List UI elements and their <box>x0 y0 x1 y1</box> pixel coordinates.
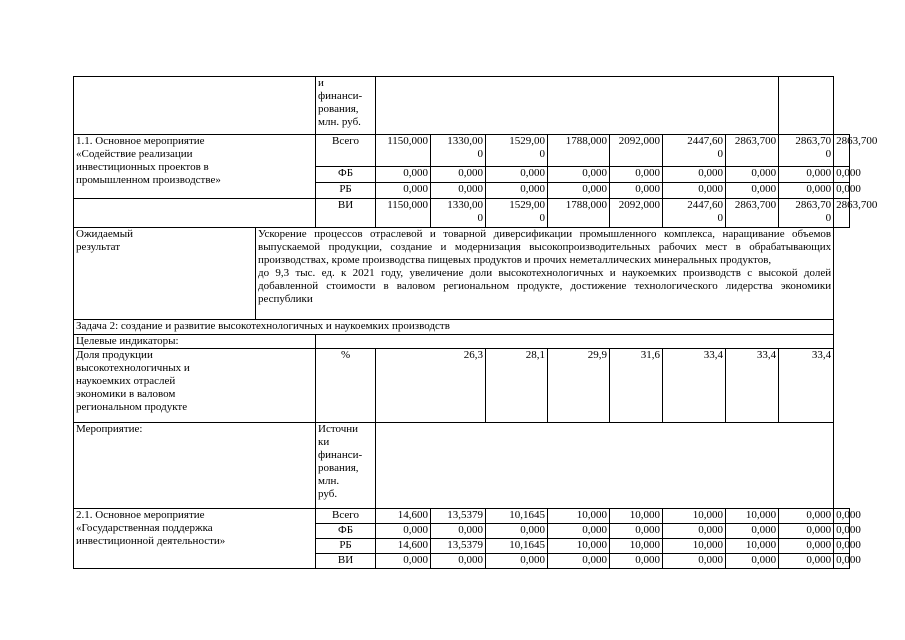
value-cell: 0,000 <box>486 167 548 183</box>
value-cell: 13,5379 <box>431 509 486 524</box>
value-cell: 0,000 <box>779 167 834 183</box>
source-label: ФБ <box>316 524 376 539</box>
value-cell: 0,000 <box>376 524 431 539</box>
value-cell: 0,000 <box>779 539 834 554</box>
indicator-row <box>74 349 850 423</box>
value-cell: 0,000 <box>779 524 834 539</box>
value-cell: 0,000 <box>548 167 610 183</box>
indicator-value: 28,1 <box>486 349 548 423</box>
source-label: ФБ <box>316 167 376 183</box>
indicator-unit: % <box>316 349 376 423</box>
expected-result-text <box>256 228 834 320</box>
value-cell: 10,000 <box>548 509 610 524</box>
value-cell: 0,000 <box>834 524 850 539</box>
value-cell: 0,000 <box>431 524 486 539</box>
value-cell: 0,000 <box>834 183 850 199</box>
source-label: ВИ <box>316 199 376 228</box>
value-cell: 0,000 <box>376 167 431 183</box>
task2-row <box>74 320 850 335</box>
value-cell: 0,000 <box>610 167 663 183</box>
value-cell: 0,000 <box>663 183 726 199</box>
value-cell: 0,000 <box>663 524 726 539</box>
value-cell: 0,000 <box>431 183 486 199</box>
value-cell: 10,000 <box>610 509 663 524</box>
value-cell: 10,000 <box>610 539 663 554</box>
value-cell: 0,000 <box>726 183 779 199</box>
value-cell: 0,000 <box>376 183 431 199</box>
value-cell: 2447,60 0 <box>663 135 726 167</box>
value-cell: 0,000 <box>610 524 663 539</box>
value-cell: 2863,700 <box>834 135 850 167</box>
indicator-value: 33,4 <box>779 349 834 423</box>
value-cell: 0,000 <box>486 183 548 199</box>
expected-result-paragraph-1: Ускорение процессов отраслевой и товарной диверсификации промышленного комплекса, наращивание объемов выпускаемой продукции, создание и модернизация высокопроизводительных рабочих мест в обрабатывающих производствах, кроме производства пищевых продуктов и прочих неметаллических минеральных продуктов, <box>258 228 832 266</box>
indicator-value: 33,4 <box>726 349 779 423</box>
value-cell: 0,000 <box>779 509 834 524</box>
value-cell: 0,000 <box>779 183 834 199</box>
expected-result-label: Ожидаемый результат <box>74 228 256 320</box>
value-cell: 0,000 <box>834 509 850 524</box>
value-cell: 14,600 <box>376 539 431 554</box>
value-cell: 2447,60 0 <box>663 199 726 228</box>
source-label: РБ <box>316 539 376 554</box>
value-cell: 1150,000 <box>376 199 431 228</box>
value-cell: 0,000 <box>779 554 834 569</box>
value-cell: 2863,70 0 <box>779 135 834 167</box>
value-cell: 0,000 <box>431 554 486 569</box>
value-cell: 0,000 <box>663 167 726 183</box>
value-cell: 14,600 <box>376 509 431 524</box>
value-cell: 0,000 <box>663 554 726 569</box>
value-cell: 10,1645 <box>486 509 548 524</box>
measure1-name-continuation <box>74 199 316 228</box>
value-cell: 0,000 <box>726 554 779 569</box>
value-cell: 0,000 <box>610 554 663 569</box>
value-cell: 10,000 <box>663 539 726 554</box>
value-cell: 1788,000 <box>548 199 610 228</box>
value-cell: 10,1645 <box>486 539 548 554</box>
value-cell: 2092,000 <box>610 199 663 228</box>
header-empty-last <box>779 77 834 135</box>
measure1-name: 1.1. Основное мероприятие «Содействие реализации инвестиционных проектов в промышленном производстве» <box>74 135 316 199</box>
value-cell: 0,000 <box>834 554 850 569</box>
value-cell: 0,000 <box>548 554 610 569</box>
value-cell: 2092,000 <box>610 135 663 167</box>
event-empty <box>376 423 834 509</box>
value-cell: 0,000 <box>834 539 850 554</box>
expected-result-row <box>74 228 850 320</box>
header-empty-span <box>376 77 779 135</box>
source-label: Всего <box>316 509 376 524</box>
value-cell: 1529,00 0 <box>486 135 548 167</box>
value-cell: 10,000 <box>726 509 779 524</box>
indicators-label: Целевые индикаторы: <box>74 335 316 349</box>
value-cell: 0,000 <box>548 524 610 539</box>
value-cell: 0,000 <box>486 524 548 539</box>
indicator-value: 33,4 <box>663 349 726 423</box>
header-empty-cell <box>74 77 316 135</box>
value-cell: 0,000 <box>834 167 850 183</box>
value-cell: 10,000 <box>548 539 610 554</box>
value-cell: 10,000 <box>663 509 726 524</box>
event-source-header: Источни ки финанси- рования, млн. руб. <box>316 423 376 509</box>
event-label: Мероприятие: <box>74 423 316 509</box>
measure2-name: 2.1. Основное мероприятие «Государственная поддержка инвестиционной деятельности» <box>74 509 316 569</box>
value-cell: 2863,70 0 <box>779 199 834 228</box>
value-cell: 10,000 <box>726 539 779 554</box>
value-cell: 0,000 <box>610 183 663 199</box>
value-cell: 2863,700 <box>834 199 850 228</box>
indicator-name: Доля продукции высокотехнологичных и наукоемких отраслей экономики в валовом региональном продукте <box>74 349 316 423</box>
measure2-row-total <box>74 509 850 524</box>
source-label: РБ <box>316 183 376 199</box>
header-source-cell: и финанси- рования, млн. руб. <box>316 77 376 135</box>
value-cell: 0,000 <box>486 554 548 569</box>
value-cell: 2863,700 <box>726 135 779 167</box>
value-cell: 13,5379 <box>431 539 486 554</box>
event-row <box>74 423 850 509</box>
value-cell: 1330,00 0 <box>431 199 486 228</box>
value-cell: 0,000 <box>726 524 779 539</box>
task2-title: Задача 2: создание и развитие высокотехнологичных и наукоемких производств <box>74 320 834 335</box>
value-cell: 2863,700 <box>726 199 779 228</box>
indicator-value: 29,9 <box>548 349 610 423</box>
indicators-label-row <box>74 335 850 349</box>
value-cell: 1150,000 <box>376 135 431 167</box>
value-cell: 0,000 <box>431 167 486 183</box>
value-cell: 1529,00 0 <box>486 199 548 228</box>
value-cell: 0,000 <box>376 554 431 569</box>
program-table <box>73 76 878 569</box>
measure1-row-total <box>74 135 850 167</box>
measure1-row-vi <box>74 199 850 228</box>
indicator-value: 31,6 <box>610 349 663 423</box>
value-cell: 1330,00 0 <box>431 135 486 167</box>
indicator-value: 26,3 <box>376 349 486 423</box>
expected-result-paragraph-2: до 9,3 тыс. ед. к 2021 году, увеличение доли высокотехнологичных и наукоемких производств с высокой долей добавленной стоимости в валовом региональном продукте, достижение технологического лидерства экономики республики <box>258 267 832 305</box>
value-cell: 1788,000 <box>548 135 610 167</box>
source-label: ВИ <box>316 554 376 569</box>
value-cell: 0,000 <box>548 183 610 199</box>
value-cell: 0,000 <box>726 167 779 183</box>
indicators-empty <box>316 335 834 349</box>
header-row <box>74 77 850 135</box>
source-label: Всего <box>316 135 376 167</box>
